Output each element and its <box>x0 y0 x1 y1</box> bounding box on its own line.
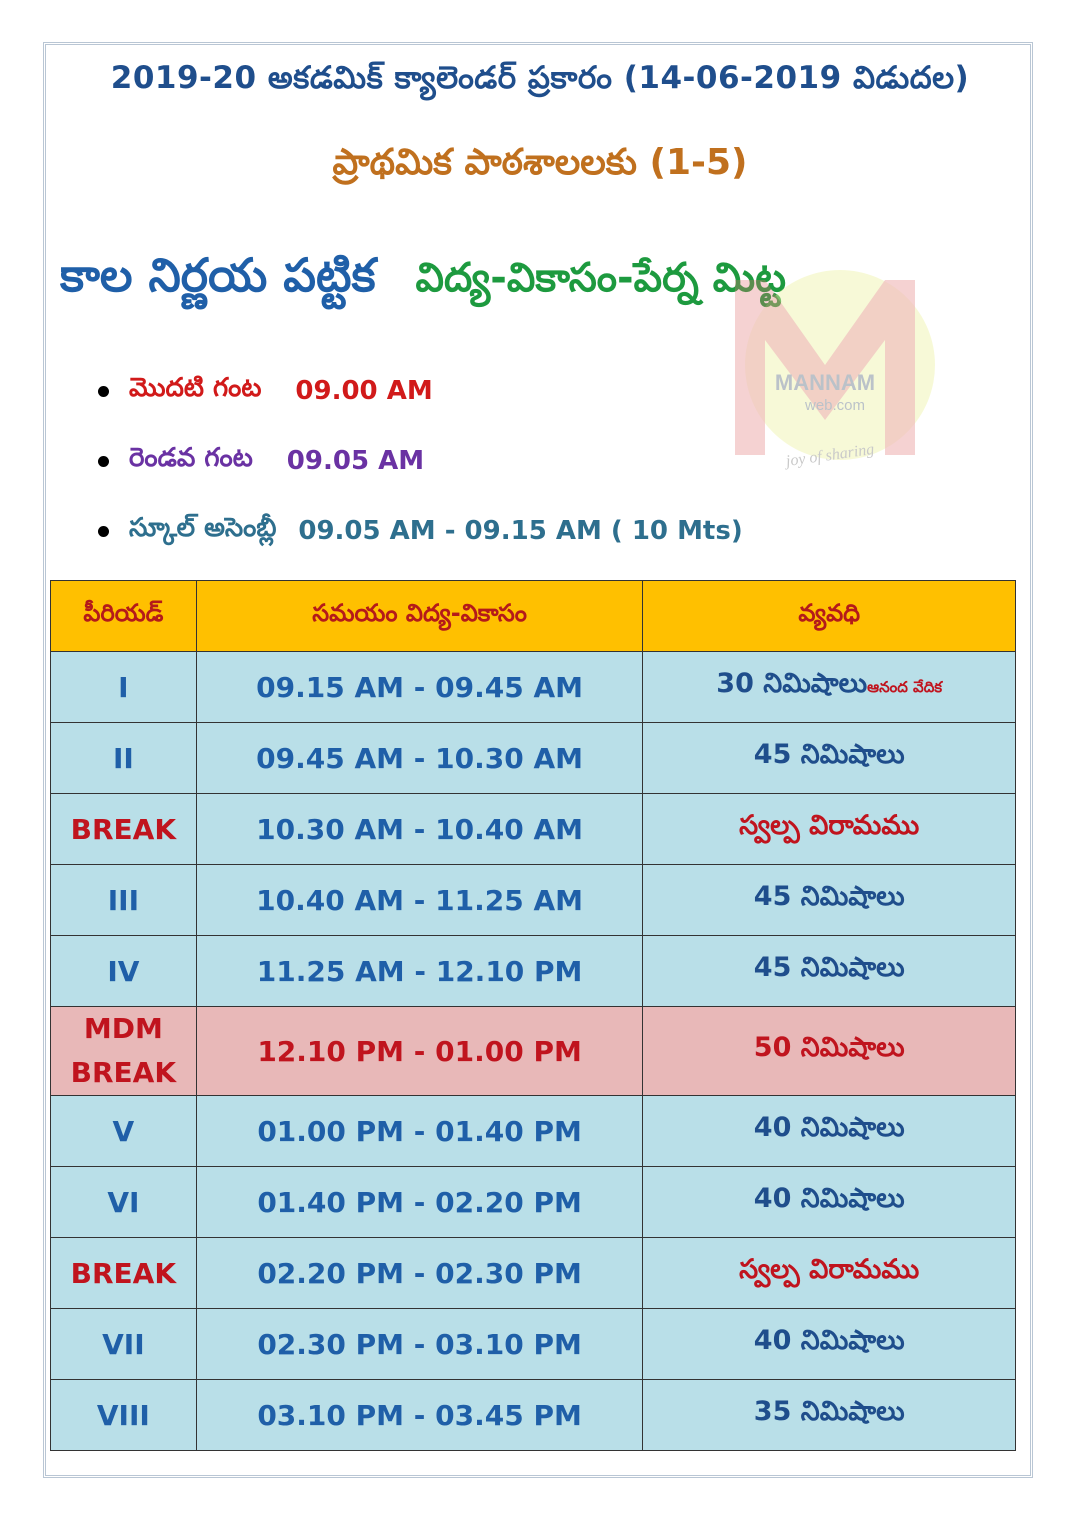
time-cell: 02.30 PM - 03.10 PM <box>196 1309 643 1380</box>
table-row <box>51 1096 1016 1167</box>
table-row <box>51 1380 1016 1451</box>
header-time: సమయం విద్య-వికాసం <box>196 581 643 652</box>
duration-note: ఆనంద వేదిక <box>867 678 943 696</box>
period-line: MDM <box>83 1012 163 1045</box>
period-cell: VIII <box>51 1380 197 1451</box>
duration-cell: 40 నిమిషాలు <box>643 1096 1016 1167</box>
second-bell-label: రెండవ గంట <box>129 443 253 473</box>
table-row <box>51 1167 1016 1238</box>
time-cell: 12.10 PM - 01.00 PM <box>196 1007 643 1096</box>
duration-text: 30 నిమిషాలు <box>716 668 868 699</box>
period-cell: VII <box>51 1309 197 1380</box>
first-bell-time: 09.00 AM <box>295 376 433 406</box>
calendar-title: 2019-20 అకడమిక్ క్యాలెండర్ ప్రకారం (14-06-2019 విడుదల) <box>110 60 970 96</box>
period-cell: BREAK <box>51 794 197 865</box>
period-cell: IV <box>51 936 197 1007</box>
duration-cell: 40 నిమిషాలు <box>643 1167 1016 1238</box>
time-cell: 10.40 AM - 11.25 AM <box>196 865 643 936</box>
period-cell: II <box>51 723 197 794</box>
duration-cell: 45 నిమిషాలు <box>643 723 1016 794</box>
time-cell: 01.40 PM - 02.20 PM <box>196 1167 643 1238</box>
header-period: పీరియడ్ <box>51 581 197 652</box>
duration-cell: 35 నిమిషాలు <box>643 1380 1016 1451</box>
list-item <box>98 426 998 496</box>
bullet-icon <box>98 386 109 397</box>
table-row <box>51 1309 1016 1380</box>
duration-cell <box>643 652 1016 723</box>
timetable-title-main: కాల నిర్ణయ పట్టిక <box>60 248 376 302</box>
duration-cell: 40 నిమిషాలు <box>643 1309 1016 1380</box>
table-row <box>51 1238 1016 1309</box>
duration-cell: 50 నిమిషాలు <box>643 1007 1016 1096</box>
assembly-label: స్కూల్ అసెంబ్లీ <box>129 513 277 543</box>
period-cell: VI <box>51 1167 197 1238</box>
header-duration: వ్యవధి <box>643 581 1016 652</box>
bullet-icon <box>98 456 109 467</box>
watermark-tagline: joy of sharing <box>784 440 876 470</box>
duration-cell: స్వల్ప విరామము <box>643 794 1016 865</box>
assembly-time: 09.05 AM - 09.15 AM ( 10 Mts) <box>298 516 743 546</box>
period-line: BREAK <box>70 1056 177 1089</box>
watermark-brand: MANNAM <box>774 370 876 395</box>
time-cell: 09.45 AM - 10.30 AM <box>196 723 643 794</box>
time-cell: 02.20 PM - 02.30 PM <box>196 1238 643 1309</box>
period-cell: III <box>51 865 197 936</box>
timetable-title <box>60 248 786 314</box>
period-cell <box>51 1007 197 1096</box>
table-row <box>51 652 1016 723</box>
timetable <box>50 580 1016 1451</box>
period-cell: BREAK <box>51 1238 197 1309</box>
duration-cell: 45 నిమిషాలు <box>643 865 1016 936</box>
school-level-title: ప్రాథమిక పాఠశాలలకు (1-5) <box>332 142 748 183</box>
table-row <box>51 1007 1016 1096</box>
list-item <box>98 356 998 426</box>
table-row <box>51 723 1016 794</box>
period-cell: I <box>51 652 197 723</box>
bullet-icon <box>98 526 109 537</box>
duration-cell: 45 నిమిషాలు <box>643 936 1016 1007</box>
time-cell: 01.00 PM - 01.40 PM <box>196 1096 643 1167</box>
school-name: విద్య-వికాసం-పేర్న మిట్ట <box>415 255 786 301</box>
list-item <box>98 496 998 566</box>
table-row <box>51 794 1016 865</box>
table-row <box>51 936 1016 1007</box>
table-row <box>51 865 1016 936</box>
bell-timings-list <box>98 356 998 566</box>
second-bell-time: 09.05 AM <box>286 446 425 476</box>
period-cell: V <box>51 1096 197 1167</box>
table-header-row <box>51 581 1016 652</box>
first-bell-label: మొదటి గంట <box>129 373 262 403</box>
time-cell: 03.10 PM - 03.45 PM <box>196 1380 643 1451</box>
time-cell: 09.15 AM - 09.45 AM <box>196 652 643 723</box>
time-cell: 11.25 AM - 12.10 PM <box>196 936 643 1007</box>
time-cell: 10.30 AM - 10.40 AM <box>196 794 643 865</box>
watermark-domain: web.com <box>804 397 866 414</box>
duration-cell: స్వల్ప విరామము <box>643 1238 1016 1309</box>
